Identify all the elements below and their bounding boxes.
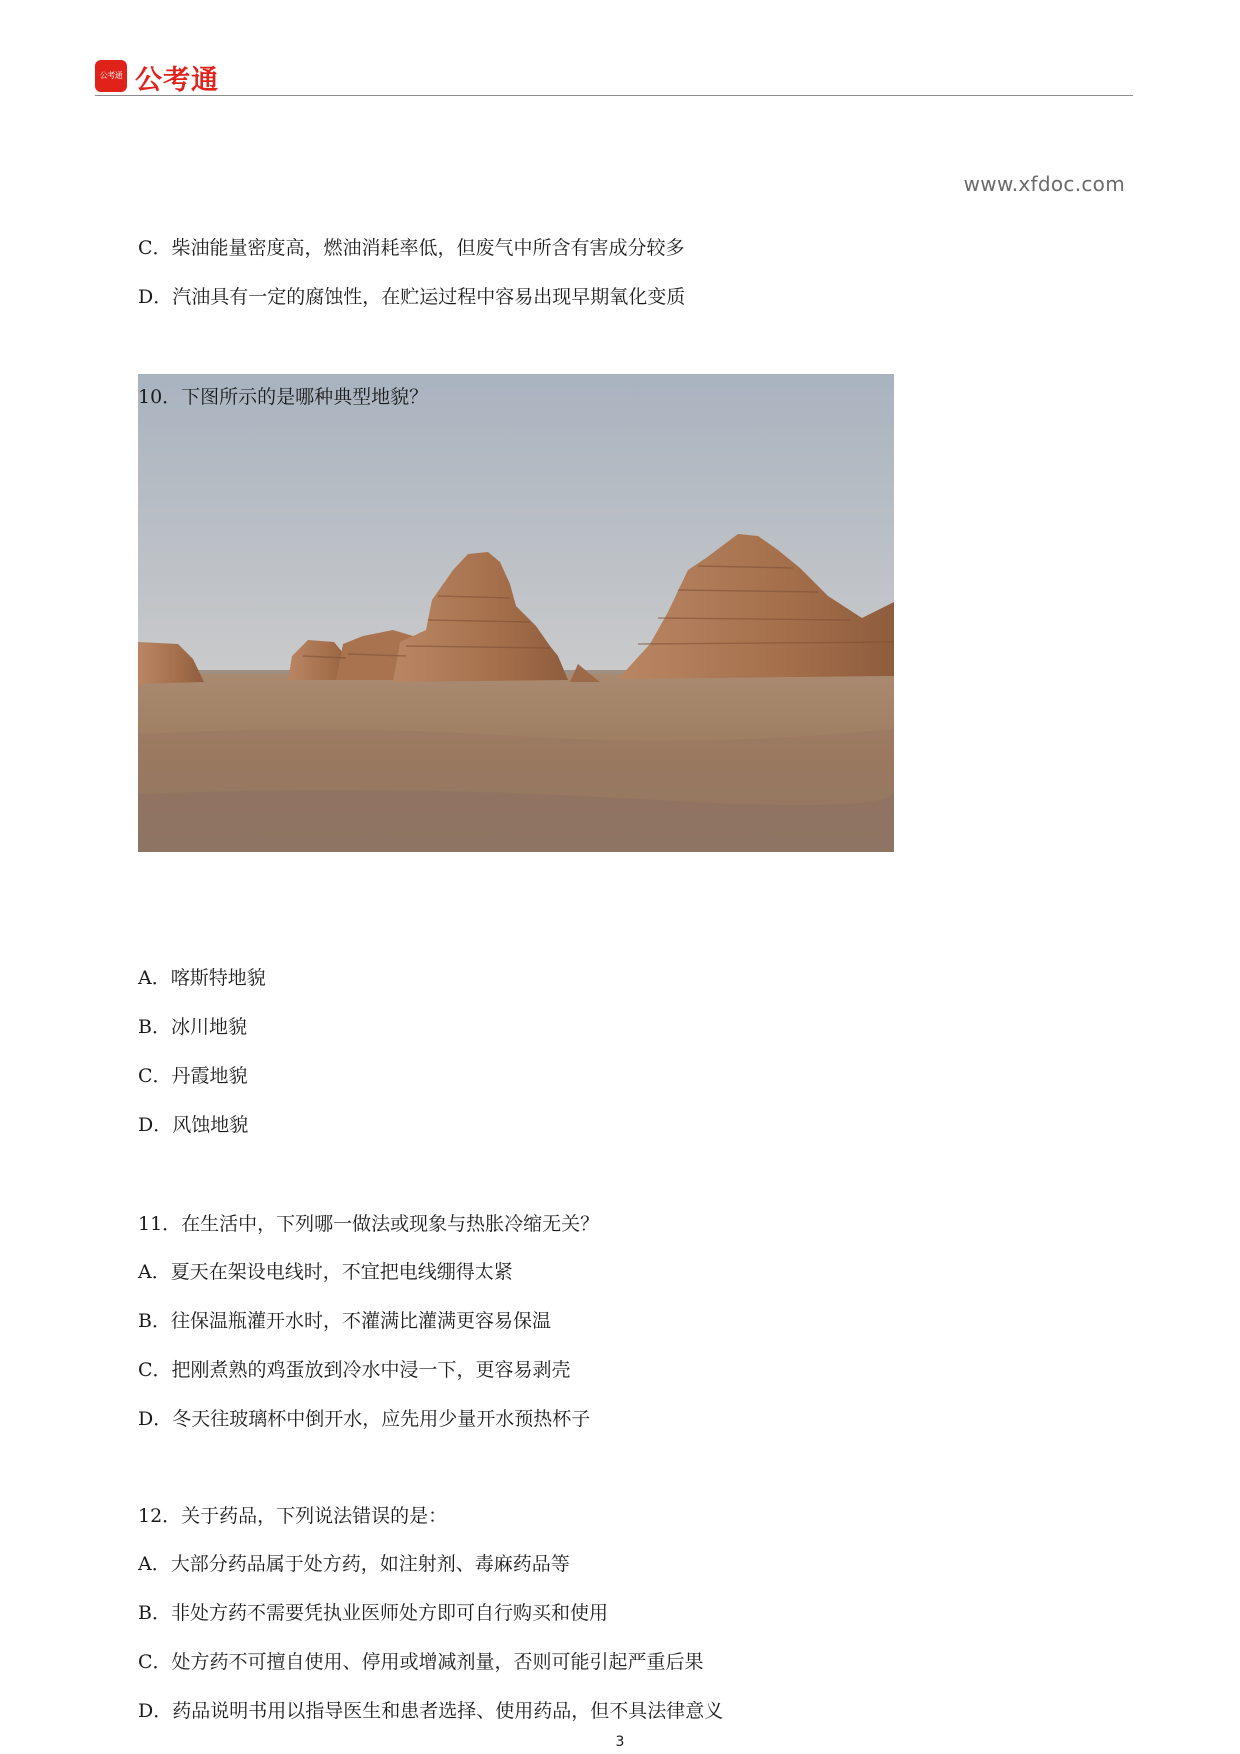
page-number: 3 [615,1734,625,1750]
q12-option-d: D．药品说明书用以指导医生和患者选择、使用药品，但不具法律意义 [138,1700,724,1722]
page-header [95,60,1133,96]
q12-option-a: A．大部分药品属于处方药，如注射剂、毒麻药品等 [138,1553,570,1575]
logo-badge: 公考通 [95,60,127,92]
q11-option-d: D．冬天往玻璃杯中倒开水，应先用少量开水预热杯子 [138,1408,591,1430]
q12-option-b: B．非处方药不需要凭执业医师处方即可自行购买和使用 [138,1602,608,1624]
q12-stem: 12．关于药品，下列说法错误的是： [138,1505,448,1527]
q11-option-a: A．夏天在架设电线时，不宜把电线绷得太紧 [138,1261,513,1283]
q10-stem: 10．下图所示的是哪种典型地貌？ [138,386,429,408]
prev-option-c: C．柴油能量密度高，燃油消耗率低，但废气中所含有害成分较多 [138,237,685,259]
q10-option-d: D．风蚀地貌 [138,1114,249,1136]
q11-option-b: B．往保温瓶灌开水时，不灌满比灌满更容易保温 [138,1310,551,1332]
header-divider [95,95,1133,96]
q12-option-c: C．处方药不可擅自使用、停用或增减剂量，否则可能引起严重后果 [138,1651,704,1673]
yardang-landform-photo-icon [138,374,894,852]
q10-option-a: A．喀斯特地貌 [138,967,266,989]
prev-option-d: D．汽油具有一定的腐蚀性，在贮运过程中容易出现早期氧化变质 [138,286,686,308]
q10-option-c: C．丹霞地貌 [138,1065,248,1087]
watermark-url: www.xfdoc.com [963,172,1125,196]
q10-option-b: B．冰川地貌 [138,1016,247,1038]
q11-option-c: C．把刚煮熟的鸡蛋放到冷水中浸一下，更容易剥壳 [138,1359,571,1381]
logo-text: 公考通 [135,65,219,96]
q10-figure [138,374,894,852]
q11-stem: 11．在生活中，下列哪一做法或现象与热胀冷缩无关？ [138,1213,600,1235]
